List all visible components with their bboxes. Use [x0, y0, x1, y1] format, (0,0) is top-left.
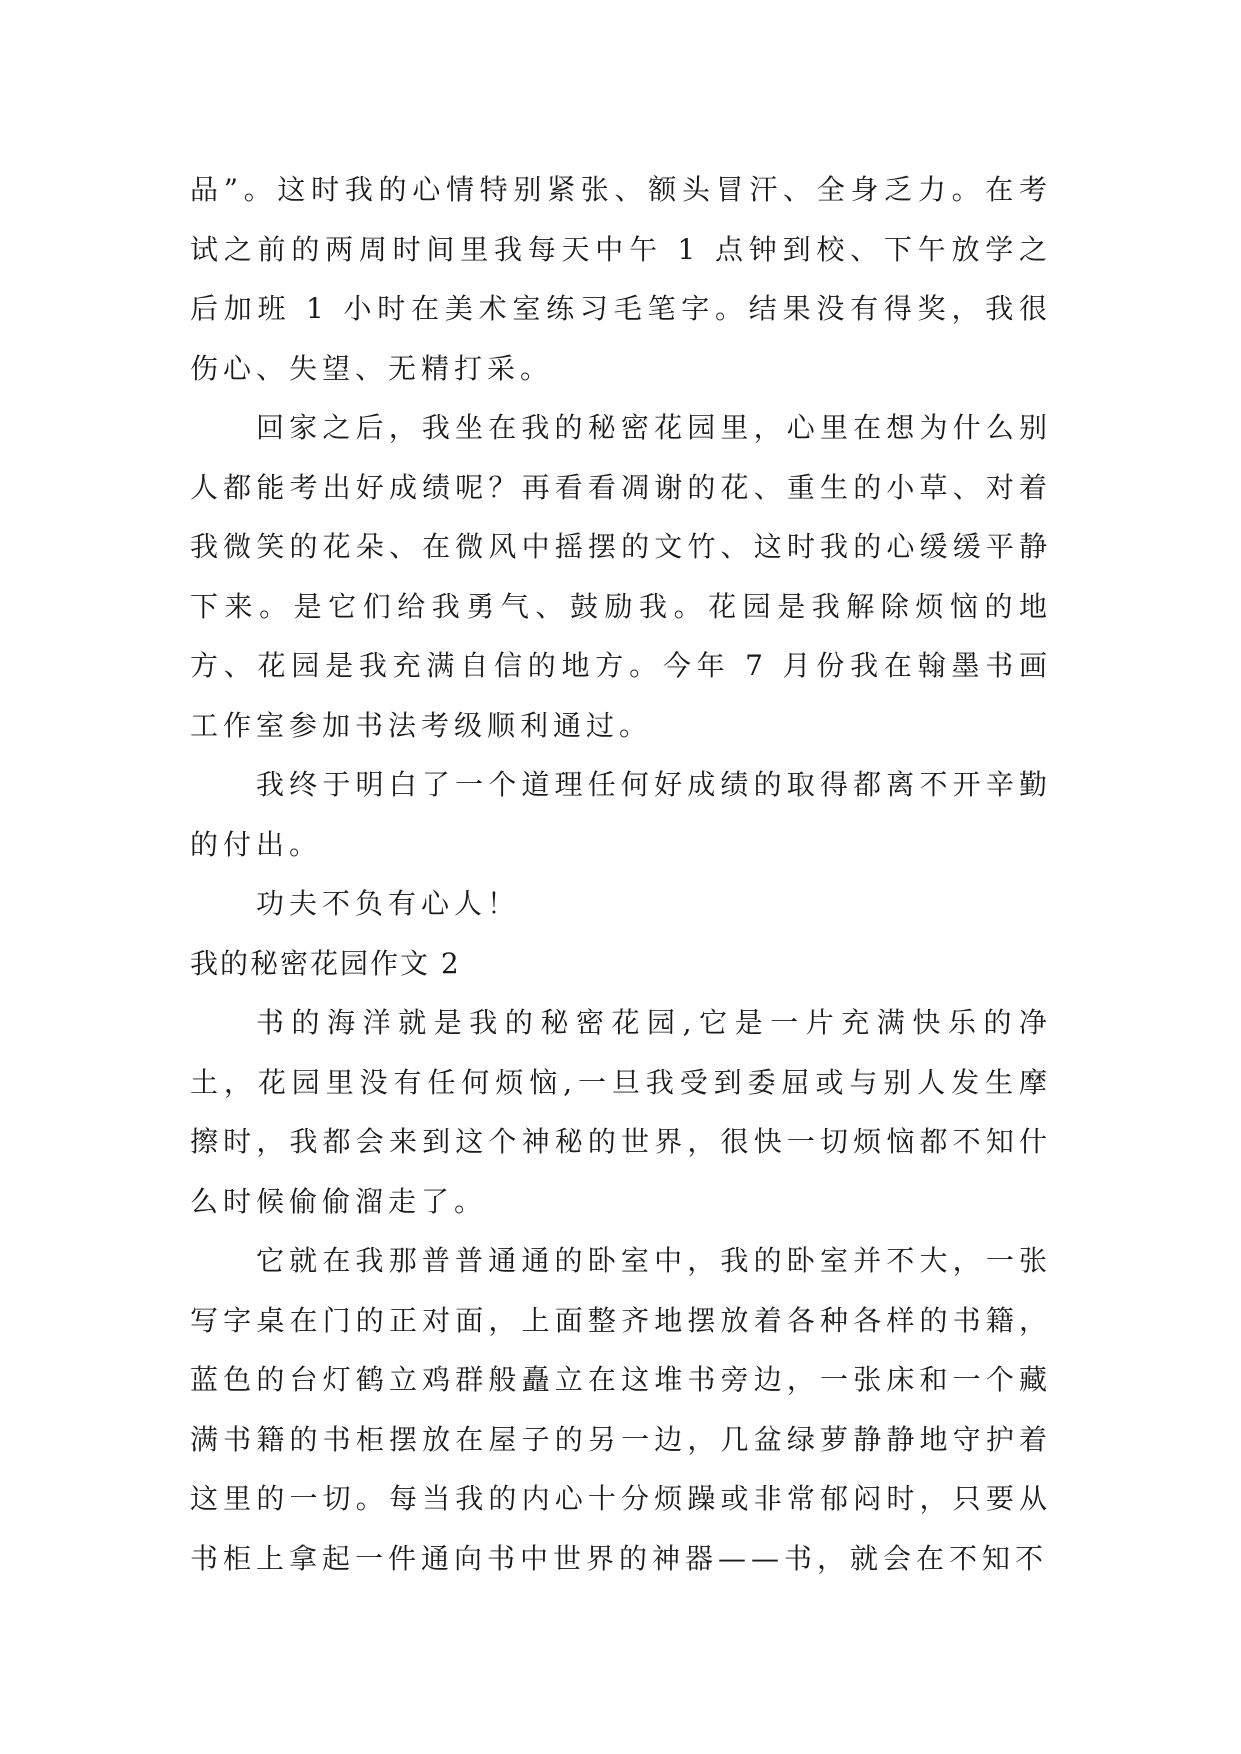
paragraph-2: 回家之后，我坐在我的秘密花园里，心里在想为什么别人都能考出好成绩呢？再看看凋谢的花、重生的小草、对着我微笑的花朵、在微风中摇摆的文竹、这时我的心缓缓平静下来。是它们给我勇气、鼓励我。花园是我解除烦恼的地方、花园是我充满自信的地方。今年 7 月份我在翰墨书画工作室参加书法考级顺利通过。 [190, 411, 1052, 742]
paragraph-4: 功夫不负有心人！ [256, 887, 521, 920]
document-body [190, 160, 1052, 1588]
paragraph-3: 我终于明白了一个道理任何好成绩的取得都离不开辛勤的付出。 [190, 768, 1052, 861]
paragraph-5: 书的海洋就是我的秘密花园,它是一片充满快乐的净土，花园里没有任何烦恼,一旦我受到委屈或与别人发生摩擦时，我都会来到这个神秘的世界，很快一切烦恼都不知什么时候偷偷溜走了。 [190, 1006, 1052, 1218]
section-title: 我的秘密花园作文 2 [190, 946, 461, 980]
paragraph-1: 品”。这时我的心情特别紧张、额头冒汗、全身乏力。在考试之前的两周时间里我每天中午 1 点钟到校、下午放学之后加班 1 小时在美术室练习毛笔字。结果没有得奖，我很伤心、失望、无精打采。 [190, 173, 1052, 385]
paragraph-6: 它就在我那普普通通的卧室中，我的卧室并不大，一张写字桌在门的正对面，上面整齐地摆放着各种各样的书籍，蓝色的台灯鹤立鸡群般矗立在这堆书旁边，一张床和一个藏满书籍的书柜摆放在屋子的另一边，几盆绿萝静静地守护着这里的一切。每当我的内心十分烦躁或非常郁闷时，只要从书柜上拿起一件通向书中世界的神器——书，就会在不知不 [190, 1244, 1052, 1575]
